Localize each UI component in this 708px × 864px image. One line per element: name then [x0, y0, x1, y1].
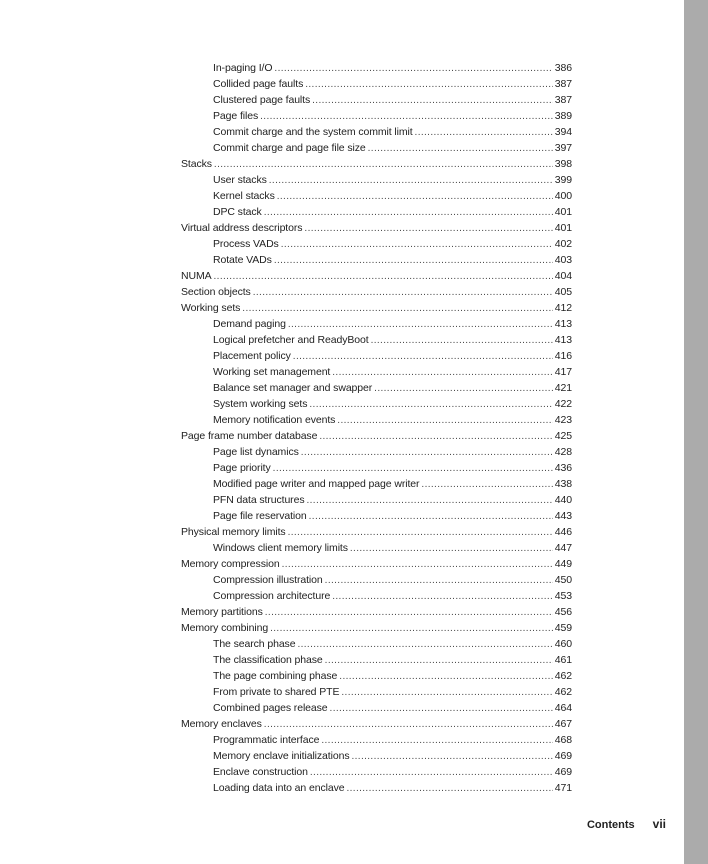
toc-entry[interactable]: [181, 524, 572, 540]
toc-entry-title: Stacks: [181, 158, 212, 170]
toc-entry-page: 443: [554, 510, 572, 522]
toc-entry-title: From private to shared PTE: [213, 686, 340, 698]
toc-entry-page: 402: [554, 238, 572, 250]
toc-dot-leader: [325, 653, 553, 669]
toc-entry-title: In-paging I/O: [213, 62, 273, 74]
toc-entry[interactable]: [181, 588, 572, 604]
toc-dot-leader: [288, 317, 553, 333]
toc-entry[interactable]: [181, 492, 572, 508]
toc-entry-title: Memory combining: [181, 622, 269, 634]
toc-entry-page: 412: [554, 302, 572, 314]
toc-entry-title: Physical memory limits: [181, 526, 286, 538]
toc-entry[interactable]: [181, 108, 572, 124]
toc-dot-leader: [339, 669, 552, 685]
toc-entry-title: Virtual address descriptors: [181, 222, 303, 234]
toc-entry-page: 464: [554, 702, 572, 714]
toc-dot-leader: [374, 381, 553, 397]
toc-entry-page: 461: [554, 654, 572, 666]
toc-entry[interactable]: [181, 284, 572, 300]
toc-entry-title: Programmatic interface: [213, 734, 320, 746]
toc-entry-title: Commit charge and page file size: [213, 142, 366, 154]
toc-entry-page: 400: [554, 190, 572, 202]
toc-dot-leader: [421, 477, 552, 493]
toc-entry-title: Memory notification events: [213, 414, 336, 426]
toc-entry[interactable]: [181, 140, 572, 156]
toc-entry[interactable]: [181, 332, 572, 348]
toc-entry-title: Enclave construction: [213, 766, 308, 778]
toc-entry-title: NUMA: [181, 270, 212, 282]
toc-entry-page: 405: [554, 286, 572, 298]
toc-entry-title: The classification phase: [213, 654, 323, 666]
toc-entry[interactable]: [181, 764, 572, 780]
toc-entry[interactable]: [181, 508, 572, 524]
footer-label: Contents: [586, 819, 635, 831]
toc-dot-leader: [265, 605, 553, 621]
toc-entry[interactable]: [181, 412, 572, 428]
toc-entry-title: Working set management: [213, 366, 331, 378]
toc-entry[interactable]: [181, 732, 572, 748]
toc-entry-page: 401: [554, 206, 572, 218]
toc-entry-page: 469: [554, 750, 572, 762]
toc-entry-title: Rotate VADs: [213, 254, 272, 266]
toc-dot-leader: [274, 253, 553, 269]
toc-entry[interactable]: [181, 460, 572, 476]
toc-entry-page: 386: [554, 62, 572, 74]
toc-entry[interactable]: [181, 300, 572, 316]
toc-entry[interactable]: [181, 572, 572, 588]
toc-dot-leader: [371, 333, 553, 349]
toc-dot-leader: [264, 205, 553, 221]
toc-entry-page: 436: [554, 462, 572, 474]
toc-entry-title: Compression illustration: [213, 574, 323, 586]
toc-dot-leader: [312, 93, 553, 109]
toc-entry-page: 416: [554, 350, 572, 362]
toc-entry-page: 449: [554, 558, 572, 570]
toc-entry[interactable]: [181, 780, 572, 796]
toc-entry[interactable]: [181, 636, 572, 652]
toc-dot-leader: [350, 541, 553, 557]
toc-entry-title: Loading data into an enclave: [213, 782, 345, 794]
toc-entry-title: Page file reservation: [213, 510, 307, 522]
toc-entry[interactable]: [181, 476, 572, 492]
toc-entry-title: Compression architecture: [213, 590, 331, 602]
toc-dot-leader: [293, 349, 553, 365]
toc-entry-title: Clustered page faults: [213, 94, 311, 106]
toc-entry[interactable]: [181, 188, 572, 204]
toc-entry-title: Commit charge and the system commit limit: [213, 126, 413, 138]
toc-entry-page: 447: [554, 542, 572, 554]
toc-entry-page: 467: [554, 718, 572, 730]
toc-entry-page: 456: [554, 606, 572, 618]
toc-entry[interactable]: [181, 124, 572, 140]
toc-entry-title: Memory compression: [181, 558, 280, 570]
toc-entry-title: Placement policy: [213, 350, 291, 362]
toc-entry[interactable]: [181, 396, 572, 412]
toc-dot-leader: [319, 429, 552, 445]
toc-entry[interactable]: [181, 556, 572, 572]
toc-entry[interactable]: [181, 364, 572, 380]
toc-entry-page: 440: [554, 494, 572, 506]
toc-dot-leader: [332, 365, 553, 381]
toc-entry[interactable]: [181, 604, 572, 620]
toc-entry[interactable]: [181, 268, 572, 284]
toc-entry-title: The page combining phase: [213, 670, 338, 682]
toc-entry-title: Page files: [213, 110, 259, 122]
toc-entry-title: Combined pages release: [213, 702, 328, 714]
toc-entry-page: 453: [554, 590, 572, 602]
toc-dot-leader: [309, 397, 552, 413]
toc-entry[interactable]: [181, 204, 572, 220]
toc-entry-title: Section objects: [181, 286, 251, 298]
toc-entry-page: 394: [554, 126, 572, 138]
toc-entry[interactable]: [181, 316, 572, 332]
toc-entry-page: 387: [554, 94, 572, 106]
toc-entry-title: Demand paging: [213, 318, 286, 330]
toc-entry-title: Balance set manager and swapper: [213, 382, 373, 394]
toc-entry-page: 413: [554, 318, 572, 330]
toc-dot-leader: [282, 557, 553, 573]
toc-entry-title: Page priority: [213, 462, 271, 474]
toc-entry-title: Kernel stacks: [213, 190, 275, 202]
toc-entry-page: 468: [554, 734, 572, 746]
toc-dot-leader: [301, 445, 553, 461]
toc-dot-leader: [351, 749, 552, 765]
toc-entry-page: 399: [554, 174, 572, 186]
toc-entry-page: 428: [554, 446, 572, 458]
toc-dot-leader: [309, 509, 553, 525]
toc-entry-page: 425: [554, 430, 572, 442]
toc-dot-leader: [274, 61, 552, 77]
toc-entry-page: 438: [554, 478, 572, 490]
toc-entry-page: 397: [554, 142, 572, 154]
toc-entry-title: Memory enclave initializations: [213, 750, 350, 762]
toc-entry-page: 471: [554, 782, 572, 794]
toc-entry-page: 422: [554, 398, 572, 410]
toc-entry-title: Working sets: [181, 302, 241, 314]
toc-entry-page: 462: [554, 686, 572, 698]
toc-dot-leader: [368, 141, 553, 157]
toc-dot-leader: [264, 717, 553, 733]
toc-entry-page: 413: [554, 334, 572, 346]
toc-entry-title: Page frame number database: [181, 430, 318, 442]
toc-entry-title: Page list dynamics: [213, 446, 299, 458]
toc-dot-leader: [330, 701, 553, 717]
toc-dot-leader: [304, 221, 552, 237]
toc-entry[interactable]: [181, 92, 572, 108]
toc-entry-page: 450: [554, 574, 572, 586]
toc-entry[interactable]: [181, 76, 572, 92]
toc-entry-title: DPC stack: [213, 206, 262, 218]
toc-entry-title: PFN data structures: [213, 494, 305, 506]
toc-dot-leader: [341, 685, 552, 701]
toc-entry-title: User stacks: [213, 174, 267, 186]
toc-entry[interactable]: [181, 252, 572, 268]
toc-entry[interactable]: [181, 716, 572, 732]
toc-entry-title: Logical prefetcher and ReadyBoot: [213, 334, 369, 346]
toc-entry-page: 446: [554, 526, 572, 538]
toc-entry-page: 401: [554, 222, 572, 234]
toc-entry-title: Collided page faults: [213, 78, 304, 90]
toc-entry[interactable]: [181, 668, 572, 684]
toc-entry[interactable]: [181, 156, 572, 172]
toc-entry-page: 421: [554, 382, 572, 394]
toc-dot-leader: [260, 109, 553, 125]
toc-entry[interactable]: [181, 540, 572, 556]
toc-entry-title: Modified page writer and mapped page writer: [213, 478, 420, 490]
toc-entry[interactable]: [181, 380, 572, 396]
toc-entry-page: 460: [554, 638, 572, 650]
toc-dot-leader: [306, 493, 552, 509]
toc-dot-leader: [415, 125, 553, 141]
toc-dot-leader: [288, 525, 553, 541]
toc-entry-page: 462: [554, 670, 572, 682]
toc-entry[interactable]: [181, 700, 572, 716]
toc-entry[interactable]: [181, 652, 572, 668]
toc-entry-page: 459: [554, 622, 572, 634]
toc-dot-leader: [332, 589, 553, 605]
toc-dot-leader: [325, 573, 553, 589]
toc-entry[interactable]: [181, 220, 572, 236]
toc-dot-leader: [242, 301, 552, 317]
toc-entry-title: Memory enclaves: [181, 718, 262, 730]
toc-entry-page: 423: [554, 414, 572, 426]
toc-entry[interactable]: [181, 444, 572, 460]
toc-entry[interactable]: [181, 60, 572, 76]
toc-entry[interactable]: [181, 172, 572, 188]
page-edge-bar: [684, 0, 708, 864]
toc-entry[interactable]: [181, 748, 572, 764]
toc-dot-leader: [269, 173, 553, 189]
toc-dot-leader: [305, 77, 553, 93]
toc-dot-leader: [346, 781, 552, 797]
toc-dot-leader: [253, 285, 553, 301]
toc-entry-title: Process VADs: [213, 238, 279, 250]
toc-entry[interactable]: [181, 428, 572, 444]
toc-dot-leader: [321, 733, 552, 749]
toc-dot-leader: [214, 269, 553, 285]
table-of-contents: [181, 60, 572, 796]
page-footer: [587, 817, 666, 831]
toc-dot-leader: [270, 621, 553, 637]
toc-entry-title: Windows client memory limits: [213, 542, 348, 554]
toc-entry[interactable]: [181, 348, 572, 364]
toc-entry-title: The search phase: [213, 638, 296, 650]
toc-entry-page: 387: [554, 78, 572, 90]
toc-dot-leader: [337, 413, 552, 429]
footer-page-number: vii: [652, 817, 666, 831]
toc-entry-page: 398: [554, 158, 572, 170]
toc-entry-page: 404: [554, 270, 572, 282]
toc-dot-leader: [297, 637, 552, 653]
toc-entry-title: System working sets: [213, 398, 308, 410]
toc-entry[interactable]: [181, 620, 572, 636]
toc-entry-page: 469: [554, 766, 572, 778]
toc-entry-page: 403: [554, 254, 572, 266]
toc-entry[interactable]: [181, 684, 572, 700]
toc-entry-page: 417: [554, 366, 572, 378]
toc-dot-leader: [214, 157, 553, 173]
toc-entry[interactable]: [181, 236, 572, 252]
toc-entry-page: 389: [554, 110, 572, 122]
toc-dot-leader: [310, 765, 553, 781]
toc-dot-leader: [273, 461, 553, 477]
toc-entry-title: Memory partitions: [181, 606, 263, 618]
toc-dot-leader: [277, 189, 553, 205]
toc-dot-leader: [281, 237, 553, 253]
